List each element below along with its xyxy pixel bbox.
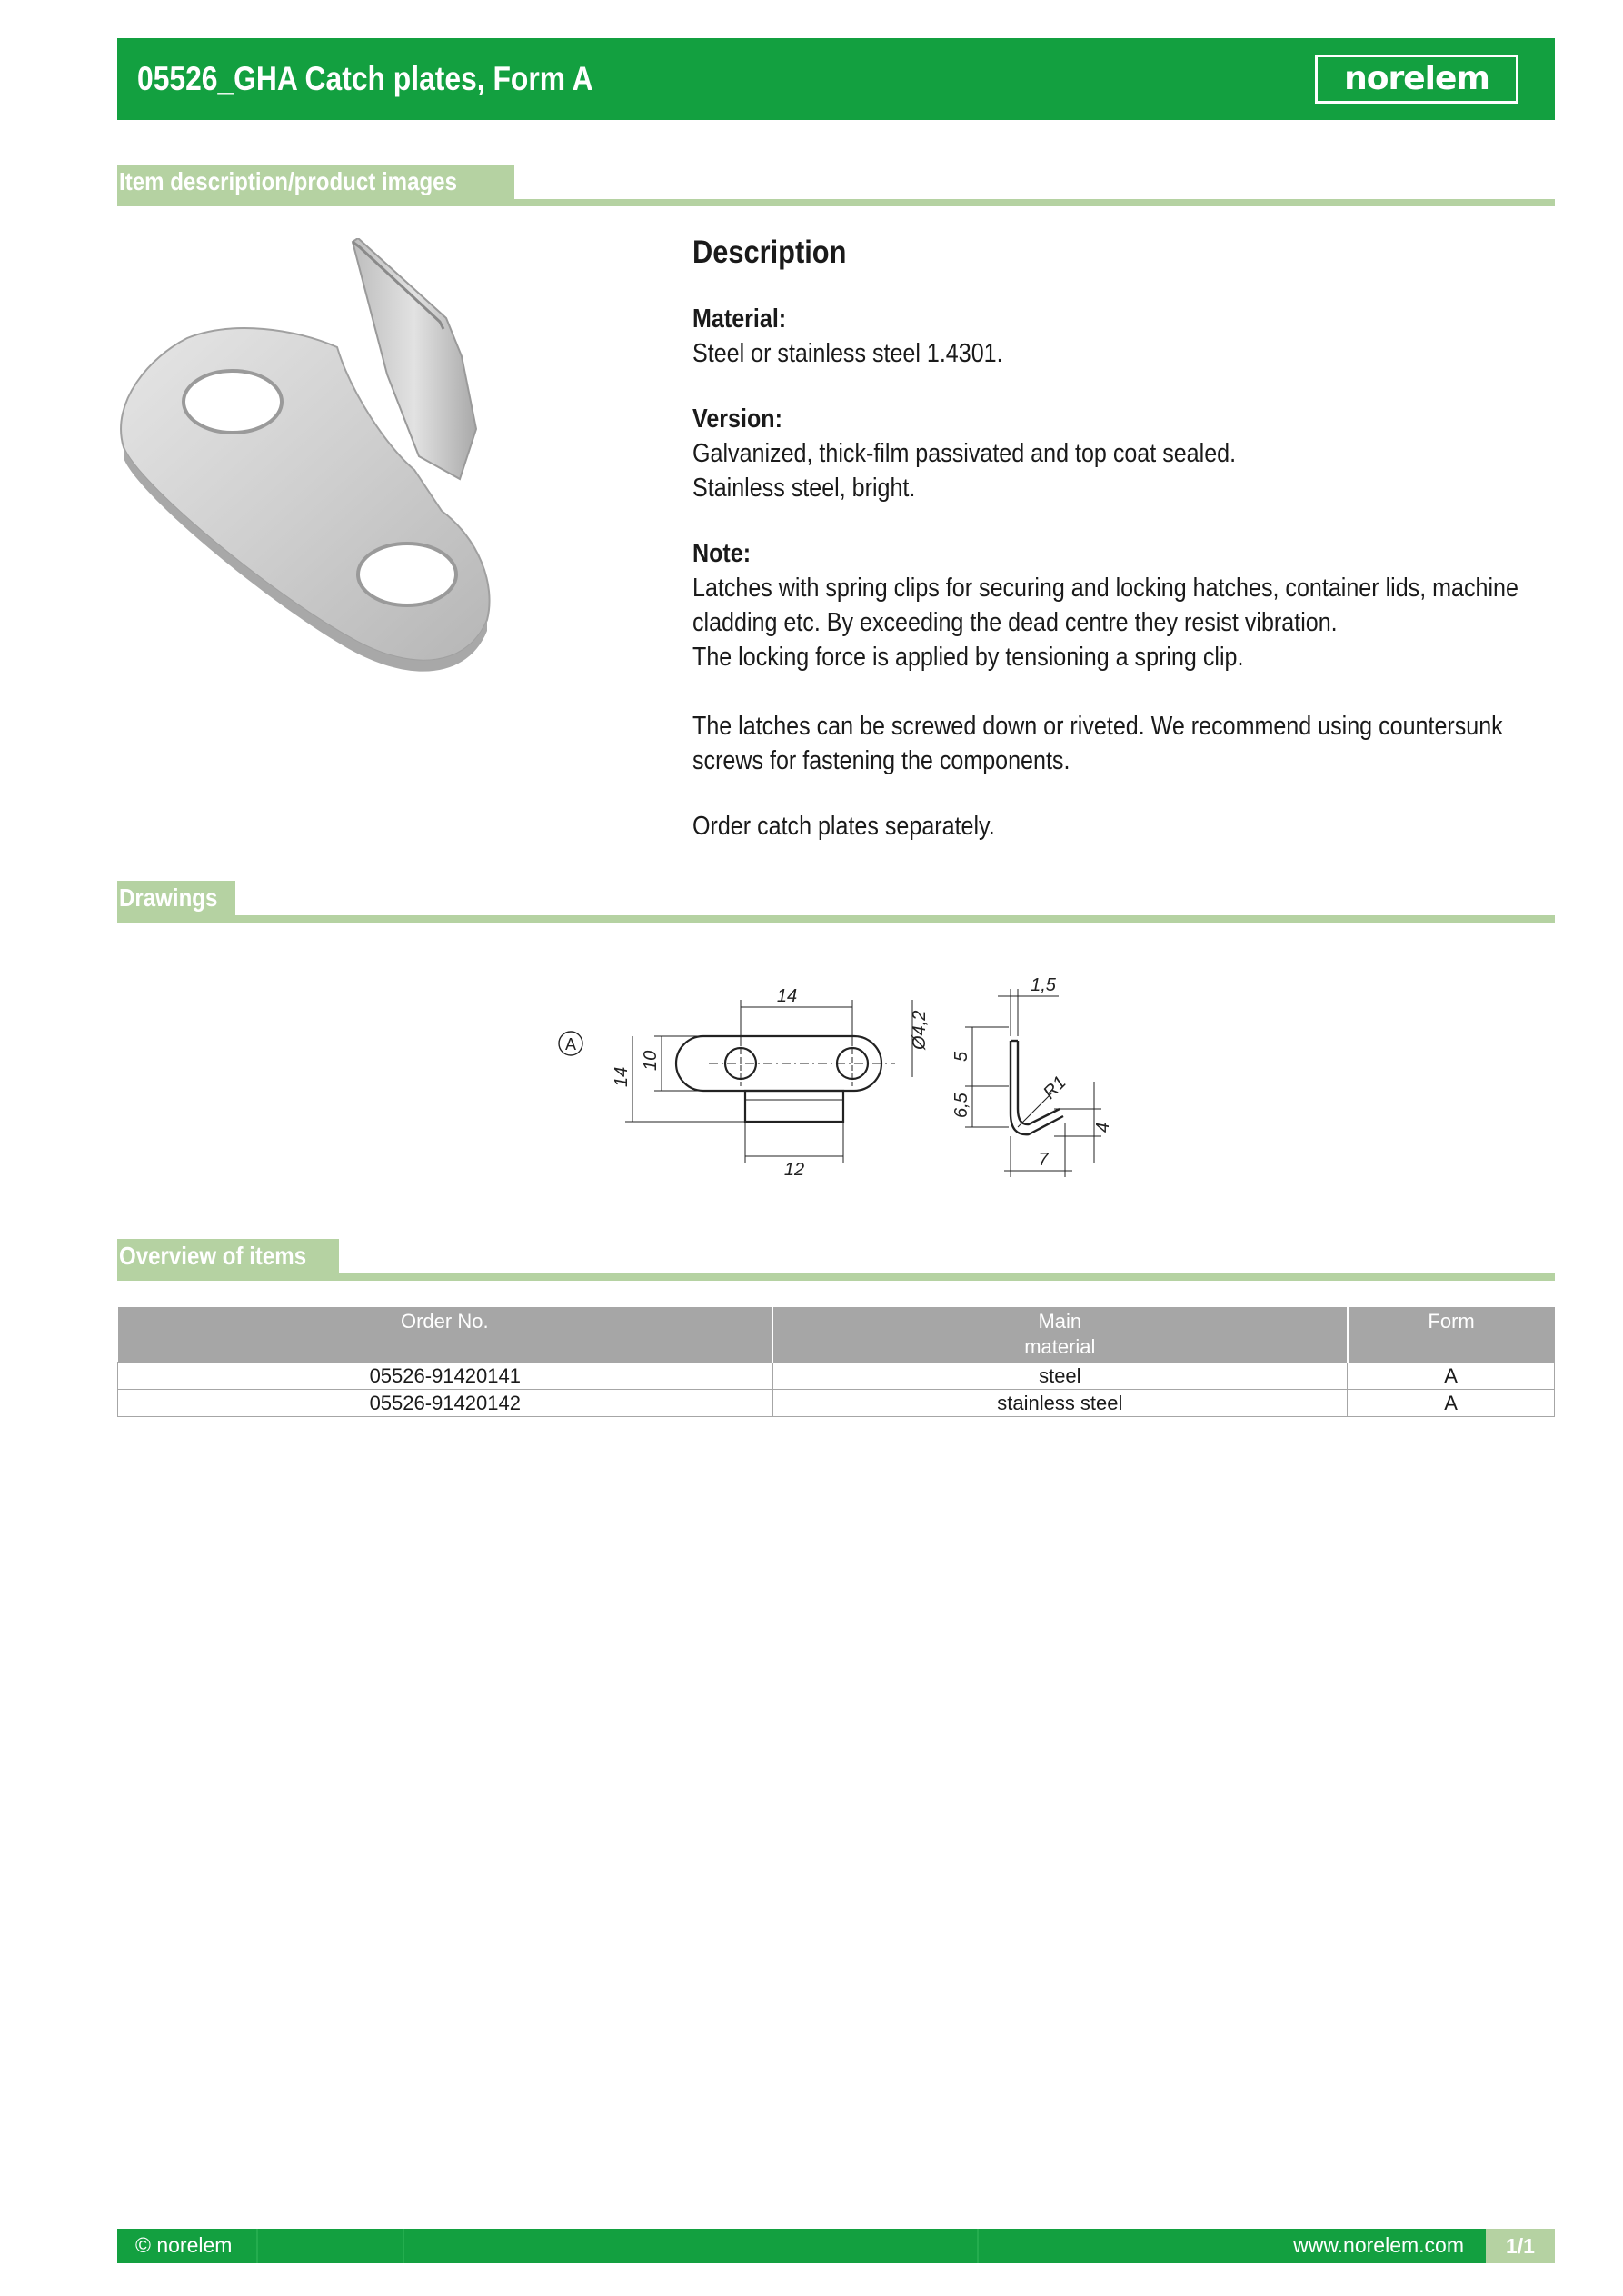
dim-4: 4 (1093, 1122, 1113, 1133)
catch-plate-product-image (115, 238, 587, 674)
items-table (117, 1307, 1555, 1417)
rivet-line-1: The latches can be screwed down or riveted. We recommend using countersunk (692, 712, 1503, 741)
material-text: Steel or stainless steel 1.4301. (692, 339, 1003, 368)
material-label: Material: (692, 304, 787, 334)
dim-14-left: 14 (612, 1066, 632, 1087)
note-line-2: cladding etc. By exceeding the dead centre they resist vibration. (692, 608, 1338, 637)
section-heading-overview: Overview of items (117, 1239, 339, 1273)
cell-order-no: 05526-91420142 (118, 1390, 773, 1417)
dim-5: 5 (951, 1051, 971, 1062)
footer-divider (256, 2229, 258, 2263)
table-header-row (118, 1307, 1555, 1363)
dim-1-5: 1,5 (1031, 975, 1056, 995)
page-header (117, 38, 1555, 120)
rivet-line-2: screws for fastening the components. (692, 746, 1070, 775)
cell-material: steel (772, 1363, 1348, 1390)
footer-website-link[interactable]: www.norelem.com (1293, 2233, 1464, 2257)
cell-form: A (1348, 1390, 1555, 1417)
description-title: Description (692, 235, 847, 270)
section-divider-images (117, 199, 1555, 206)
section-divider-drawings (117, 915, 1555, 923)
note-line-1: Latches with spring clips for securing and locking hatches, container lids, machine (692, 574, 1518, 603)
section-heading-images: Item description/product images (117, 165, 514, 199)
description-block (692, 233, 1556, 874)
dim-7: 7 (1038, 1150, 1049, 1170)
col-main-material: Main material (772, 1307, 1348, 1363)
col-form: Form (1348, 1307, 1555, 1363)
form-marker: A (564, 1035, 577, 1053)
logo-text: norelem (1344, 60, 1489, 97)
version-label: Version: (692, 404, 782, 434)
dim-14-top: 14 (776, 986, 798, 1006)
footer-divider (403, 2229, 404, 2263)
section-heading-drawings: Drawings (117, 881, 235, 915)
dim-10: 10 (641, 1050, 661, 1071)
col-order-no: Order No. (118, 1307, 773, 1363)
plate-top-view (676, 1036, 881, 1091)
dim-12: 12 (783, 1160, 805, 1180)
version-line-2: Stainless steel, bright. (692, 474, 916, 503)
page-footer (117, 2229, 1555, 2263)
table-row[interactable] (118, 1390, 1555, 1417)
page-number: 1/1 (1486, 2229, 1555, 2263)
footer-divider (977, 2229, 979, 2263)
footer-copyright: © norelem (135, 2233, 233, 2257)
order-note: Order catch plates separately. (692, 812, 995, 841)
cell-material: stainless steel (772, 1390, 1348, 1417)
norelem-logo (1315, 55, 1518, 104)
tab-front-view (745, 1091, 843, 1122)
version-line-1: Galvanized, thick-film passivated and top coat sealed. (692, 439, 1237, 468)
page-title: 05526_GHA Catch plates, Form A (137, 60, 593, 97)
dim-r1: R1 (1039, 1072, 1070, 1103)
note-label: Note: (692, 539, 752, 568)
note-line-3: The locking force is applied by tensioning a spring clip. (692, 643, 1244, 672)
section-divider-overview (117, 1273, 1555, 1281)
technical-drawing (545, 954, 1127, 1200)
dim-phi: Ø4,2 (910, 1010, 930, 1050)
cell-order-no: 05526-91420141 (118, 1363, 773, 1390)
dim-6-5: 6,5 (951, 1093, 971, 1118)
table-row[interactable] (118, 1363, 1555, 1390)
cell-form: A (1348, 1363, 1555, 1390)
